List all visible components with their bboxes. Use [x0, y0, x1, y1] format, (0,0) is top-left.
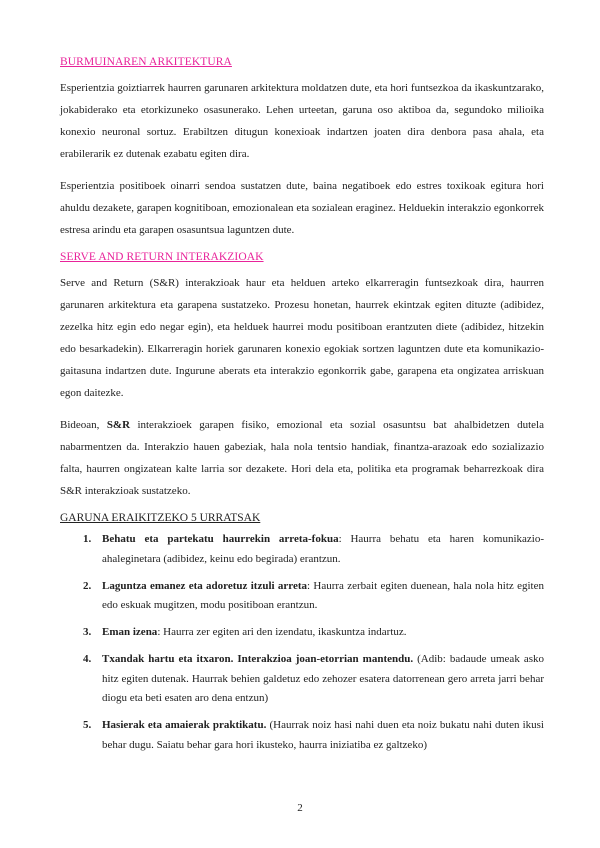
page-number: 2	[297, 802, 303, 814]
steps-list	[60, 530, 544, 755]
paragraph: Esperientzia goiztiarrek haurren garunaren arkitektura moldatzen dute, eta hori funtsezkoa da ikaskuntzarako, jokabiderako eta etorkizuneko osasunerako. Lehen urteetan, garuna oso aktiboa da, segundoko milioika konexio neuronal sortuz. Erabiltzen ditugun konexioak indartzen joaten dira denbora pasa ahala, eta erabilerarik ez dutenak ezabatu egiten dira.	[60, 82, 544, 160]
list-item	[94, 623, 544, 643]
text-run: interakzioek garapen fisiko, emozional eta sozial osasuntsu bat ahalbidetzen dutela nabarmentzen da. Interakzio hauen gabeziak, hala nola tentsio handiak, finantza-arazoak edo sozializazio falta, haurren ongizatean kalte larria sor dezakete. Hori dela eta, politika eta programak beharrezkoak dira S&R interakzioak sustatzeko.	[60, 419, 544, 497]
step-title: Behatu eta partekatu haurrekin arreta-fokua	[102, 533, 339, 545]
step-text: (Haurrak noiz hasi nahi duen eta noiz bukatu nahi duten ikusi behar dugu. Saiatu behar gara hori ikusteko, haurra iniziatiba ez galtzeko)	[102, 719, 544, 751]
step-title: Txandak hartu eta itxaron. Interakzioa joan-etorrian mantendu.	[102, 653, 414, 665]
list-item	[94, 577, 544, 616]
steps-heading: GARUNA ERAIKITZEKO 5 URRATSAK	[60, 512, 261, 524]
paragraph	[60, 414, 544, 502]
step-title: Hasierak eta amaierak praktikatu.	[102, 719, 267, 731]
list-item	[94, 530, 544, 569]
step-text: : Haurra zerbait egiten duenean, hala nola hitz egiten edo eskuak mugitzen, modu positiboan erantzun.	[102, 579, 544, 611]
step-title: Eman izena	[102, 626, 158, 638]
step-text: : Haurra zer egiten ari den izendatu, ikaskuntza indartuz.	[157, 626, 407, 638]
list-item	[94, 650, 544, 709]
bold-text-run: S&R	[106, 419, 131, 431]
paragraph: Esperientzia positiboek oinarri sendoa sustatzen dute, baina negatiboek edo estres toxikoak egitura hori ahuldu dezakete, garapen kognitiboan, emozionalean eta sozialean eraginez. Helduekin interakzio egonkorrek estresa arindu eta garapen osasuntsua laguntzen dute.	[60, 180, 544, 236]
text-run: Bideoan,	[60, 419, 107, 431]
step-title: Laguntza emanez eta adoretuz itzuli arreta	[102, 579, 307, 592]
paragraph: Serve and Return (S&R) interakzioak haur eta helduen arteko elkarreragin funtsezkoak dira, haurren garunaren arkitektura eta garapena sustatzeko. Prozesu honetan, haurrek ekintzak egiten dituzte (adibidez, zezelka hitz egin edo negar egin), eta helduek haurrei modu positiboan erantzuten diete (adibidez, hitzekin edo besarkadekin). Elkarreragin horiek garunaren konexio egokiak sortzen laguntzen dute eta komunikazio-gaitasuna indartzen dute. Ingurune aberats eta interakzio egonkorrik gabe, garapena eta ongizatea arriskuan egon daitezke.	[60, 277, 544, 399]
list-item	[94, 716, 544, 755]
section-heading-serve-and-return: SERVE AND RETURN INTERAKZIOAK	[60, 251, 264, 263]
step-text: (Adib: badaude umeak asko hitz egiten dutenak. Haurrak behien galdetuz edo zehozer esatera datorrenean gero arreta jarri behar diogu eta beti esaten aro dena entzun)	[102, 653, 544, 704]
step-text: : Haurra behatu eta haren komunikazio-ahaleginetara (adibidez, keinu edo begirada) erantzun.	[102, 533, 544, 565]
page-content	[60, 56, 544, 763]
section-heading-brain-architecture: BURMUINAREN ARKITEKTURA	[60, 56, 232, 68]
